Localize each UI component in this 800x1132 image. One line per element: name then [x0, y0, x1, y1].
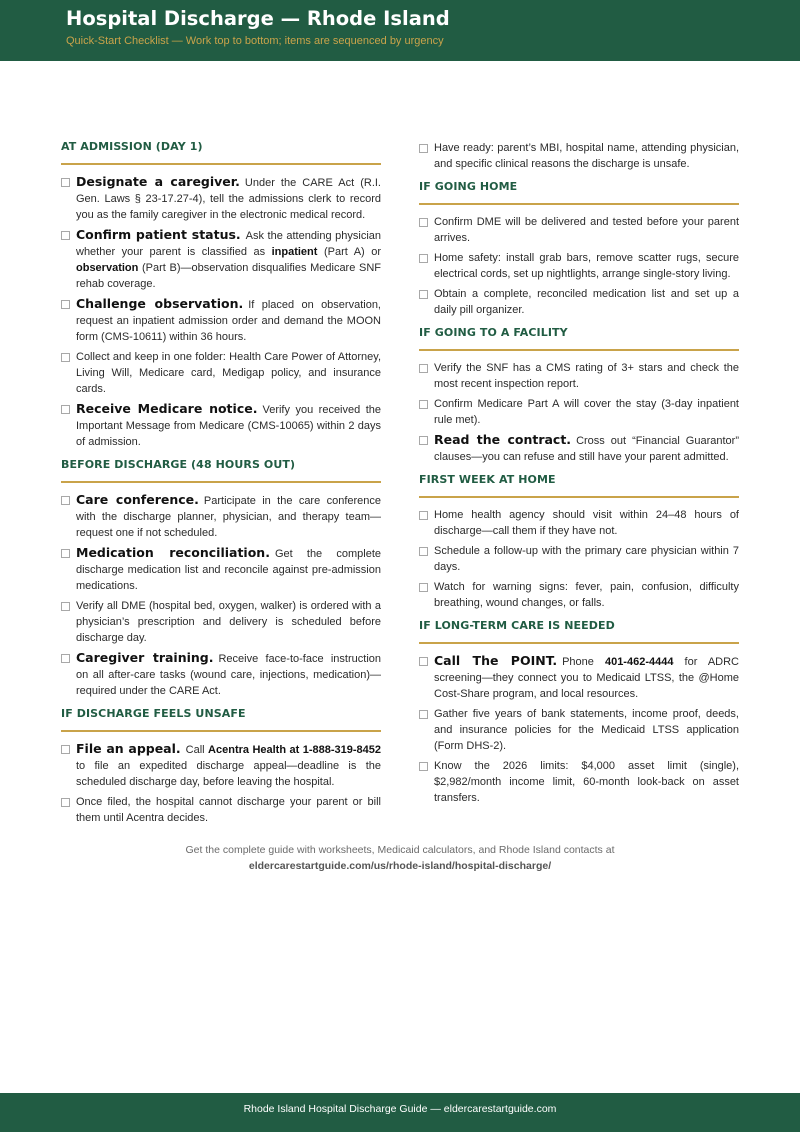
checklist-item: Receive Medicare notice. Verify you received the Important Message from Medicare (CMS-10065) within 2 days of admission.: [61, 401, 381, 450]
checklist-item: Read the contract. Cross out “Financial Guarantor” clauses—you can refuse and still have your parent admitted.: [419, 432, 739, 465]
checklist-item: Confirm DME will be delivered and tested before your parent arrives.: [419, 214, 739, 246]
section-title-long-term: IF LONG-TERM CARE IS NEEDED: [419, 619, 739, 644]
checkbox[interactable]: [61, 231, 70, 240]
checkbox[interactable]: [61, 496, 70, 505]
left-column: [61, 138, 381, 830]
checklist-item: Medication reconciliation. Get the complete discharge medication list and reconcile against pre-admission medications.: [61, 545, 381, 594]
checklist-item: Verify all DME (hospital bed, oxygen, walker) is ordered with a physician’s prescription and delivery is scheduled before discharge day.: [61, 598, 381, 646]
checkbox[interactable]: [419, 511, 428, 520]
checklist-item: Schedule a follow-up with the primary care physician within 7 days.: [419, 543, 739, 575]
checklist-item: Verify the SNF has a CMS rating of 3+ stars and check the most recent inspection report.: [419, 360, 739, 392]
checkbox[interactable]: [61, 654, 70, 663]
checklist-item: Obtain a complete, reconciled medication list and set up a daily pill organizer.: [419, 286, 739, 318]
guide-link[interactable]: eldercarestartguide.com/us/rhode-island/hospital-discharge/: [248, 860, 552, 872]
checklist-item: File an appeal. Call Acentra Health at 1-888-319-8452 to file an expedited discharge appeal—deadline is the scheduled discharge day, before leaving the hospital.: [61, 741, 381, 790]
page-subtitle: Quick-Start Checklist — Work top to bottom; items are sequenced by urgency: [66, 35, 444, 47]
checklist-item: Watch for warning signs: fever, pain, confusion, difficulty breathing, wound changes, or falls.: [419, 579, 739, 611]
checkbox[interactable]: [419, 290, 428, 299]
checklist-item: Challenge observation. If placed on observation, request an inpatient admission order and demand the MOON form (CMS-10611) within 36 hours.: [61, 296, 381, 345]
checkbox[interactable]: [61, 798, 70, 807]
checkbox[interactable]: [61, 353, 70, 362]
checkbox[interactable]: [419, 400, 428, 409]
footer-note-text: Get the complete guide with worksheets, Medicaid calculators, and Rhode Island contacts at: [185, 844, 615, 856]
checkbox[interactable]: [61, 549, 70, 558]
checklist-item: Have ready: parent’s MBI, hospital name, attending physician, and specific clinical reasons the discharge is unsafe.: [419, 140, 739, 172]
section-title-unsafe: IF DISCHARGE FEELS UNSAFE: [61, 707, 381, 732]
checkbox[interactable]: [61, 602, 70, 611]
checkbox[interactable]: [419, 583, 428, 592]
checkbox[interactable]: [419, 762, 428, 771]
checkbox[interactable]: [419, 710, 428, 719]
checkbox[interactable]: [419, 364, 428, 373]
checkbox[interactable]: [419, 436, 428, 445]
checklist-item: Gather five years of bank statements, income proof, deeds, and insurance policies for the Medicaid LTSS application (Form DHS-2).: [419, 706, 739, 754]
checklist-item: Call The POINT. Phone 401-462-4444 for ADRC screening—they connect you to Medicaid LTSS, the @Home Cost-Share program, and local resources.: [419, 653, 739, 702]
checklist-item: Caregiver training. Receive face-to-face instruction on all after-care tasks (wound care, injections, medication)—required under the CARE Act.: [61, 650, 381, 699]
footer-note: [0, 842, 800, 874]
bottom-bar: [0, 1093, 800, 1132]
section-title-before-discharge: BEFORE DISCHARGE (48 HOURS OUT): [61, 458, 381, 483]
section-title-facility: IF GOING TO A FACILITY: [419, 326, 739, 351]
checklist-item: Collect and keep in one folder: Health Care Power of Attorney, Living Will, Medicare card, Medigap policy, and insurance cards.: [61, 349, 381, 397]
section-title-first-week: FIRST WEEK AT HOME: [419, 473, 739, 498]
page-title: Hospital Discharge — Rhode Island: [66, 7, 450, 30]
checkbox[interactable]: [61, 405, 70, 414]
checklist-item: Confirm Medicare Part A will cover the stay (3-day inpatient rule met).: [419, 396, 739, 428]
checklist-item: Designate a caregiver. Under the CARE Act (R.I. Gen. Laws § 23-17.27-4), tell the admissions clerk to record you as the family caregiver in the electronic medical record.: [61, 174, 381, 223]
checkbox[interactable]: [419, 144, 428, 153]
checkbox[interactable]: [419, 254, 428, 263]
bottom-bar-text: Rhode Island Hospital Discharge Guide — eldercarestartguide.com: [243, 1103, 557, 1115]
checklist-item: Care conference. Participate in the care conference with the discharge planner, physician, and therapy team—request one if not scheduled.: [61, 492, 381, 541]
checklist-item: Home safety: install grab bars, remove scatter rugs, secure electrical cords, set up nightlights, arrange single-story living.: [419, 250, 739, 282]
checklist-item: Know the 2026 limits: $4,000 asset limit (single), $2,982/month income limit, 60-month look-back on asset transfers.: [419, 758, 739, 806]
checkbox[interactable]: [61, 178, 70, 187]
checklist-item: Home health agency should visit within 24–48 hours of discharge—call them if they have not.: [419, 507, 739, 539]
checkbox[interactable]: [419, 657, 428, 666]
section-title-going-home: IF GOING HOME: [419, 180, 739, 205]
checklist-item: Once filed, the hospital cannot discharge your parent or bill them until Acentra decides.: [61, 794, 381, 826]
checklist-item: Confirm patient status. Ask the attending physician whether your parent is classified as inpatient (Part A) or observation (Part B)—observation disqualifies Medicare SNF rehab coverage.: [61, 227, 381, 292]
checkbox[interactable]: [61, 745, 70, 754]
checkbox[interactable]: [61, 300, 70, 309]
checkbox[interactable]: [419, 218, 428, 227]
checkbox[interactable]: [419, 547, 428, 556]
section-title-admission: AT ADMISSION (DAY 1): [61, 140, 381, 165]
right-column: [419, 138, 739, 810]
page-header: [0, 0, 800, 61]
